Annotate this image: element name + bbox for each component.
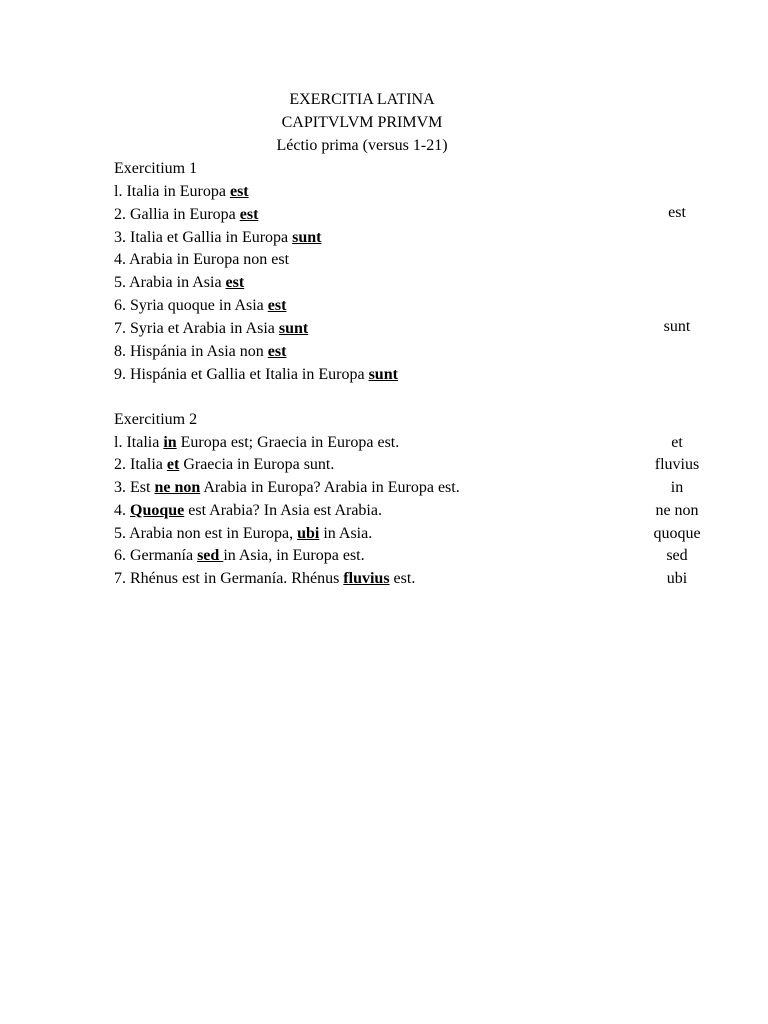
answer: sed — [197, 547, 224, 564]
exercise-1-line-1: l. Italia in Europa est — [114, 183, 249, 200]
answer: sunt — [368, 366, 398, 383]
answer: est — [225, 274, 245, 291]
word-bank-2-item: fluvius — [654, 456, 700, 473]
exercise-1-line-5: 5. Arabia in Asia est — [114, 274, 245, 291]
answer: ubi — [297, 525, 320, 542]
exercise-2-heading: Exercitium 2 — [114, 411, 198, 428]
answer: est — [267, 297, 287, 314]
lesson-title: Léctio prima (versus 1-21) — [276, 137, 448, 154]
exercise-2-line-1: l. Italia in Europa est; Graecia in Europa est. — [114, 434, 400, 451]
exercise-2-line-4: 4. Quoque est Arabia? In Asia est Arabia. — [114, 502, 382, 519]
exercise-2-line-7: 7. Rhénus est in Germanía. Rhénus fluvius est. — [114, 570, 416, 587]
word-bank-2-item: sed — [666, 547, 688, 564]
word-bank-2-item: ne non — [655, 502, 699, 519]
answer: est — [239, 206, 259, 223]
answer: sunt — [292, 229, 322, 246]
exercise-2-line-5: 5. Arabia non est in Europa, ubi in Asia. — [114, 525, 373, 542]
exercise-1-line-4: 4. Arabia in Europa non est — [114, 251, 290, 268]
exercise-1-line-3: 3. Italia et Gallia in Europa sunt — [114, 229, 322, 246]
answer: fluvius — [343, 570, 390, 587]
answer: est — [229, 183, 249, 200]
exercise-1-line-6: 6. Syria quoque in Asia est — [114, 297, 287, 314]
word-bank-1-item: sunt — [663, 318, 691, 335]
word-bank-2-item: ubi — [666, 570, 688, 587]
chapter-title: CAPITVLVM PRIMVM — [281, 114, 443, 131]
exercise-1-heading: Exercitium 1 — [114, 160, 198, 177]
exercise-1-line-8: 8. Hispánia in Asia non est — [114, 343, 287, 360]
answer: et — [166, 456, 180, 473]
answer: ne non — [154, 479, 201, 496]
document-title: EXERCITIA LATINA — [289, 91, 435, 108]
exercise-1-line-9: 9. Hispánia et Gallia et Italia in Europa sunt — [114, 366, 398, 383]
word-bank-1-item: est — [668, 204, 686, 221]
answer: sunt — [278, 320, 309, 337]
word-bank-2-item: in — [670, 479, 684, 496]
answer: in — [163, 434, 177, 451]
exercise-1-line-2: 2. Gallia in Europa est — [114, 206, 259, 223]
exercise-2-line-6: 6. Germanía sed in Asia, in Europa est. — [114, 547, 365, 564]
exercise-2-line-2: 2. Italia et Graecia in Europa sunt. — [114, 456, 335, 473]
exercise-1-line-7: 7. Syria et Arabia in Asia sunt — [114, 320, 309, 337]
answer: Quoque — [130, 502, 185, 519]
answer: est — [267, 343, 287, 360]
word-bank-2-item: et — [671, 434, 683, 451]
word-bank-2-item: quoque — [653, 525, 701, 542]
exercise-2-line-3: 3. Est ne non Arabia in Europa? Arabia in Europa est. — [114, 479, 460, 496]
